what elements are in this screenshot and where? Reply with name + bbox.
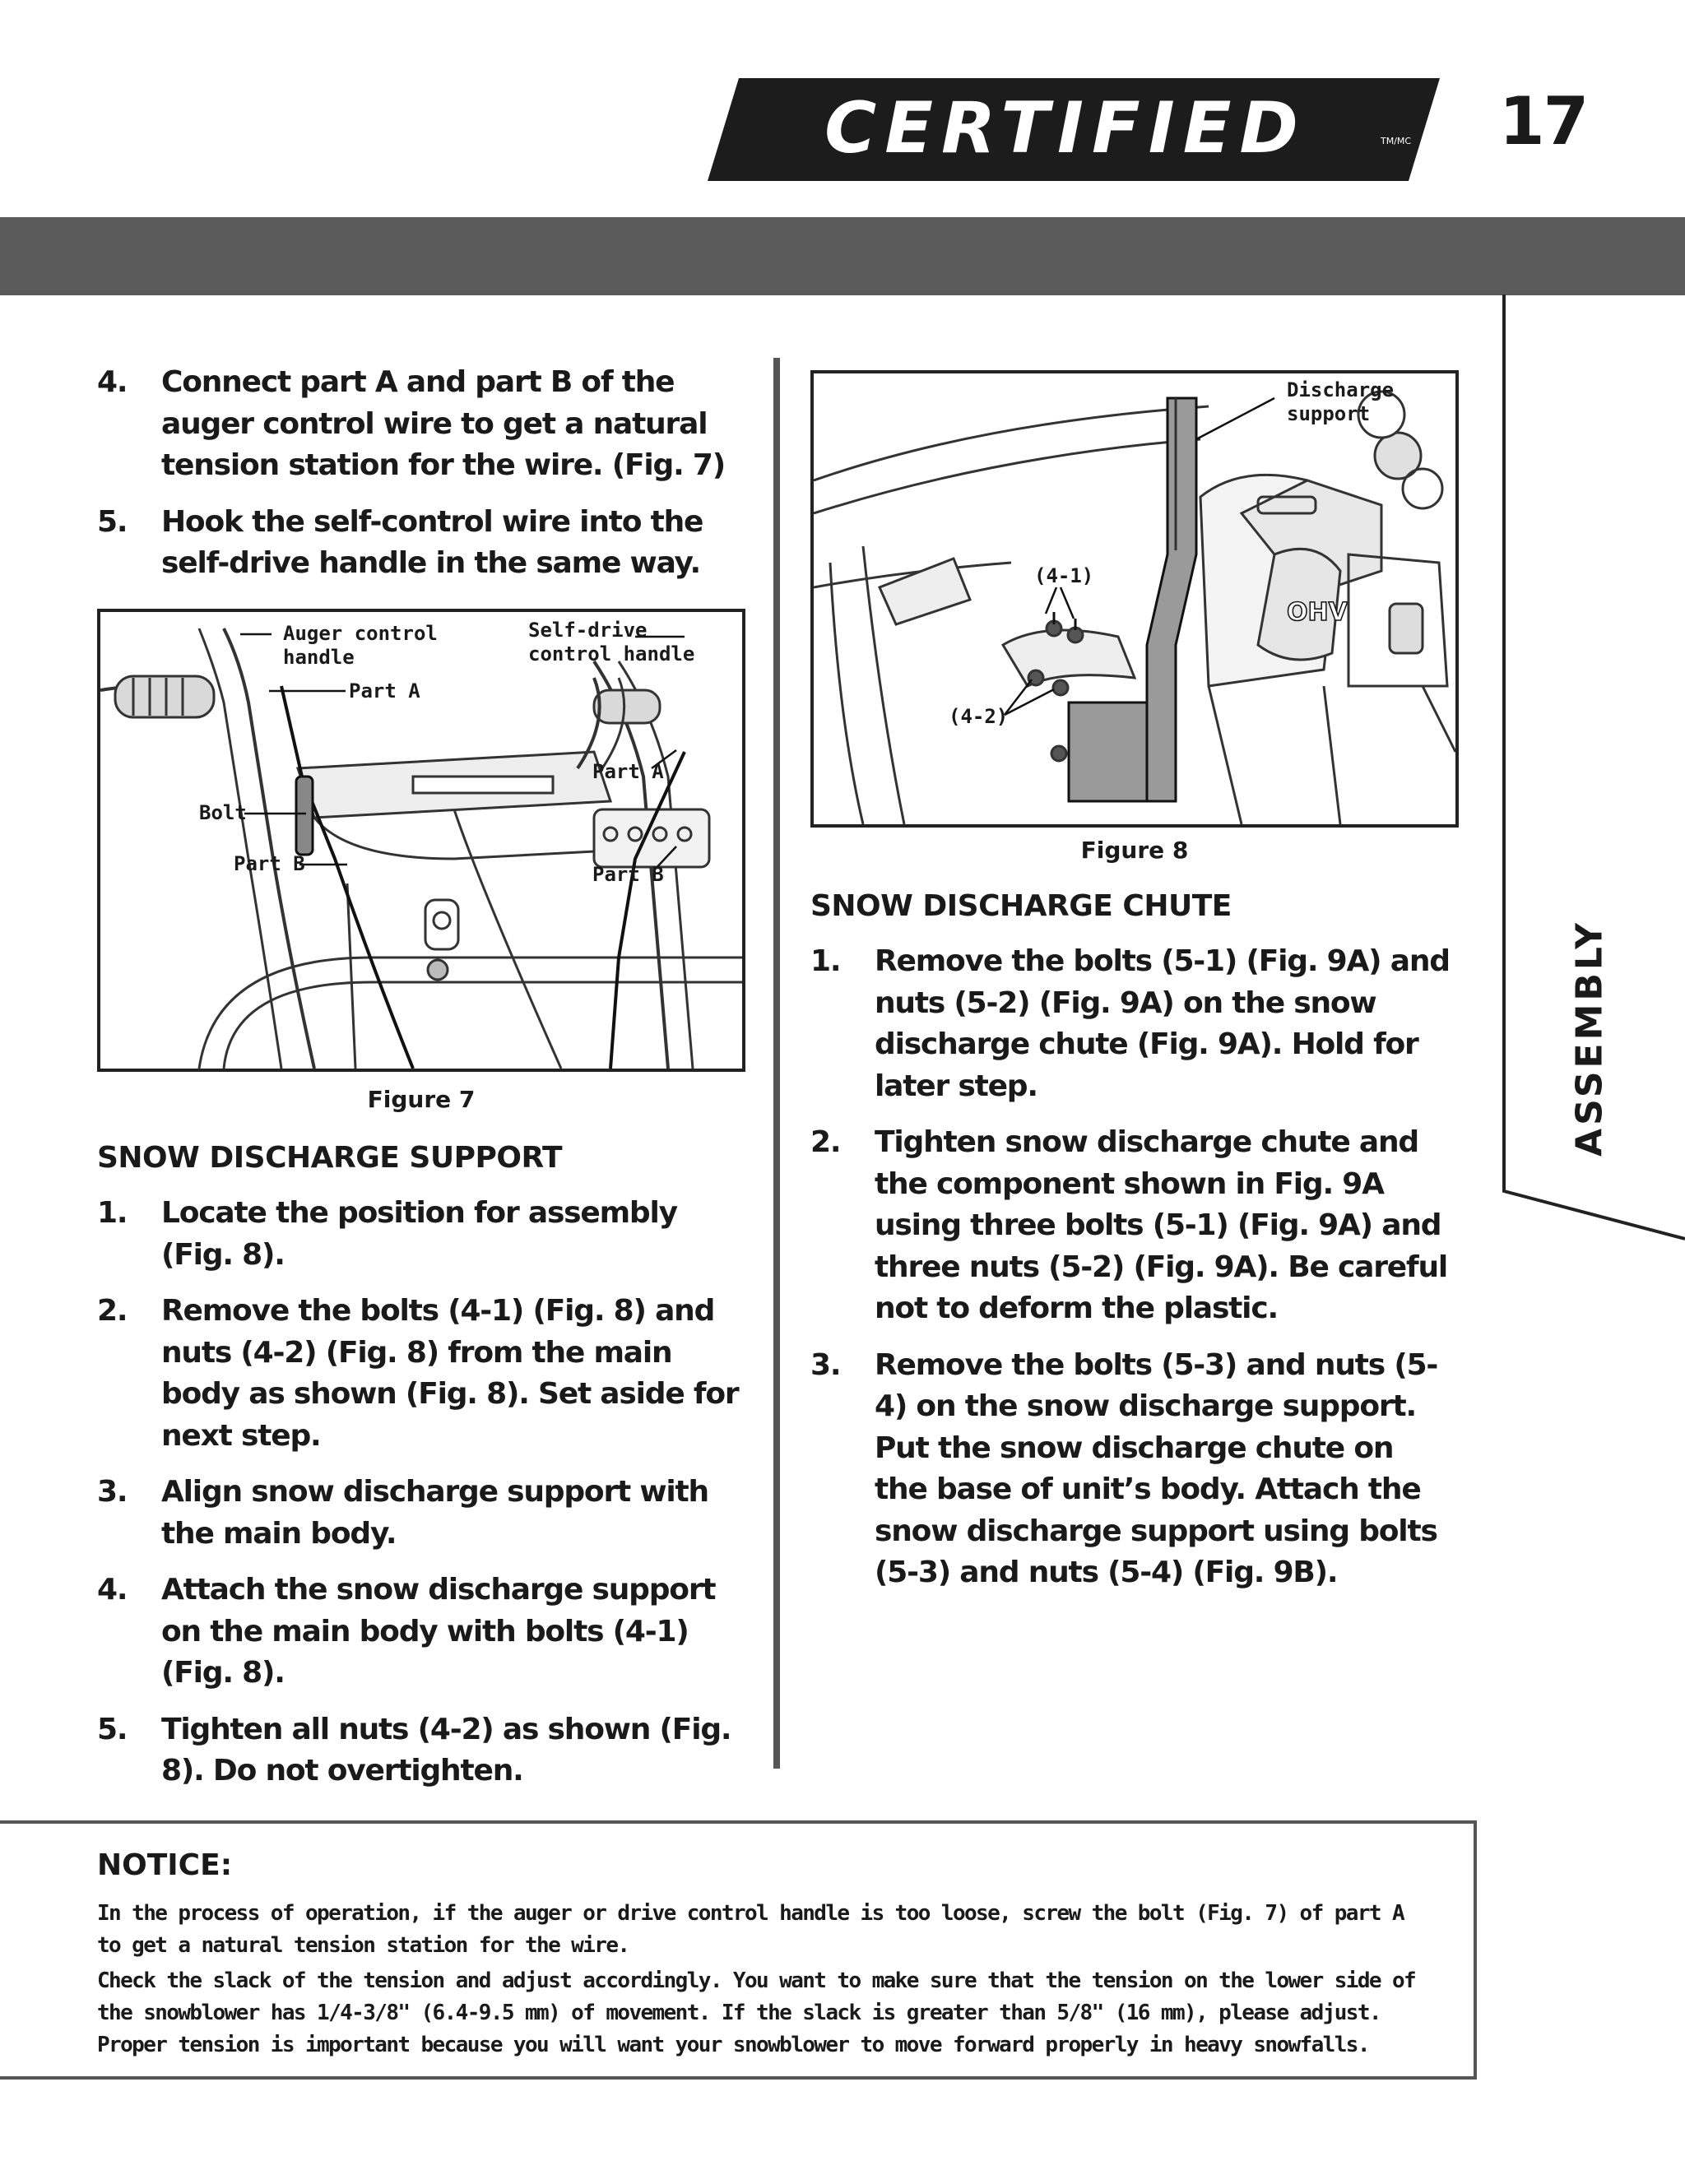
callout-part-b-right: Part B [592,863,664,886]
list-item: 1. Remove the bolts (5-1) (Fig. 9A) and nuts (5-2) (Fig. 9A) on the snow discharge chute (Fig. 9A). Hold for later step. [810,944,1450,1103]
callout-self-drive-handle: Self-drive control handle [528,619,695,665]
callout-bolt: Bolt [199,801,247,824]
section-title: SNOW DISCHARGE CHUTE [810,889,1232,923]
list-item: 2. Remove the bolts (4-1) (Fig. 8) and nuts (4-2) (Fig. 8) from the main body as shown (Fig. 8). Set aside for next step. [97,1294,739,1453]
list-item: 5. Tighten all nuts (4-2) as shown (Fig. 8). Do not overtighten. [97,1712,731,1788]
brand-logo [708,78,1440,181]
list-item: 3. Align snow discharge support with the main body. [97,1475,708,1551]
logo-trademark: TM/MC [1381,136,1412,146]
list-item: 3. Remove the bolts (5-3) and nuts (5-4) on the snow discharge support. Put the snow discharge chute on the base of unit’s body. Attach the snow discharge support using bolts (5-3) and nuts (5-4) (Fig. 9B). [810,1347,1438,1589]
page-number: 17 [1499,83,1588,160]
figure-8-caption: Figure 8 [1080,837,1189,864]
auger-steps-list [97,362,739,585]
snow-discharge-chute-section [810,888,1452,1609]
figure-7-caption: Figure 7 [367,1086,476,1113]
list-item: 1. Locate the position for assembly (Fig. 8). [97,1196,677,1272]
figure-8 [810,370,1459,828]
notice-title: NOTICE: [97,1848,233,1882]
list-item: 2. Tighten snow discharge chute and the component shown in Fig. 9A using three bolts (5-1) (Fig. 9A) and three nuts (5-2) (Fig. 9A). Be careful not to deform the plastic. [810,1125,1448,1325]
figure-7 [97,609,745,1072]
callout-part-b-left: Part B [234,852,305,875]
left-column-top [97,362,739,600]
notice-paragraph: Check the slack of the tension and adjust accordingly. You want to make sure that the tension on the lower side of the snowblower has 1/4-3/8" (6.4-9.5 mm) of movement. If the slack is greater than 5/8" (16 mm), please adjust. Proper tension is important because you will want your snowblower to move forward properly in heavy snowfalls. [97,1968,1416,2057]
list-item: 5. Hook the self-control wire into the self-drive handle in the same way. [97,504,703,580]
callout-part-a-right: Part A [592,760,664,783]
snow-discharge-support-section [97,1140,747,1807]
callout-nuts-4-2: (4-2) [949,705,1009,728]
section-tab-label: ASSEMBLY [1568,920,1611,1157]
logo-text: CERTIFIED [824,87,1307,169]
callout-auger-handle: Auger control handle [283,622,438,669]
callout-bolts-4-1: (4-1) [1034,564,1094,587]
header-band [0,217,1685,295]
column-divider [773,358,780,1769]
callout-discharge-support: Discharge support [1287,378,1395,425]
figure-8-illustration [814,373,1455,824]
section-title: SNOW DISCHARGE SUPPORT [97,1141,563,1175]
notice-paragraph: In the process of operation, if the auger or drive control handle is too loose, screw the bolt (Fig. 7) of part A to get a natural tension station for the wire. [97,1901,1404,1958]
list-item: 4. Attach the snow discharge support on the main body with bolts (4-1) (Fig. 8). [97,1573,716,1690]
chute-steps-list [810,941,1452,1594]
list-item: 4. Connect part A and part B of the auger control wire to get a natural tension station for the wire. (Fig. 7) [97,365,725,482]
callout-part-a-left: Part A [349,679,420,702]
notice-box [0,1820,1477,2080]
engine-label: OHV [1287,598,1348,627]
support-steps-list [97,1193,747,1792]
figure-7-illustration [100,612,742,1069]
